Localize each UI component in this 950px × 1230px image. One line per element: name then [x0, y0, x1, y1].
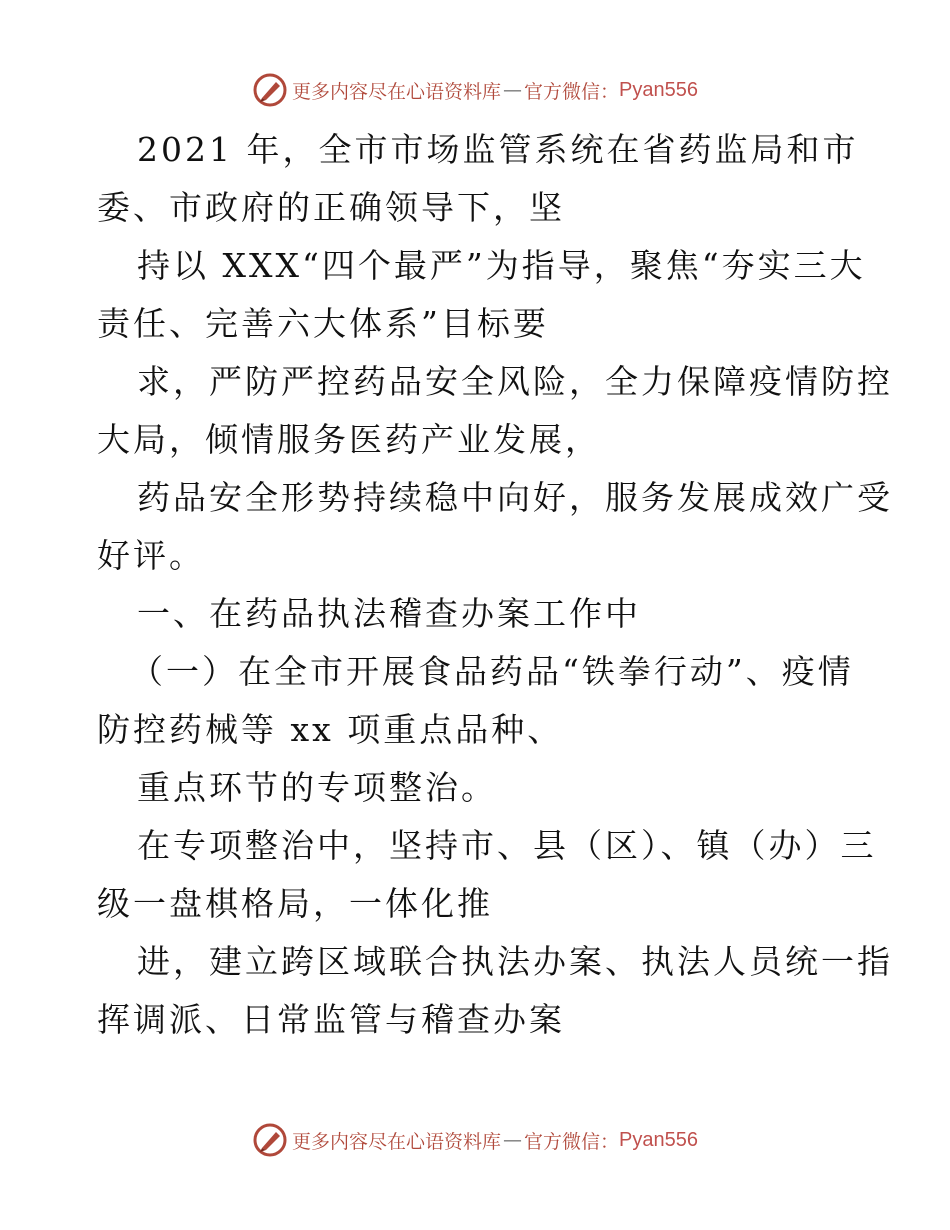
banner-main-text: 更多内容尽在心语资料库 — [292, 80, 502, 103]
paragraph-line: 挥调派、日常监管与稽查办案 — [97, 1000, 565, 1039]
banner-main-text: 更多内容尽在心语资料库 — [292, 1130, 502, 1153]
footer-watermark-banner — [0, 1120, 950, 1160]
pen-logo-icon — [252, 1122, 288, 1158]
document-body — [0, 120, 950, 1080]
paragraph-line: 委、市政府的正确领导下，坚 — [97, 188, 565, 227]
banner-wechat-id: Pyan556 — [619, 1128, 698, 1151]
banner-wechat-label: 官方微信： — [524, 80, 620, 103]
paragraph-line: 大局，倾情服务医药产业发展， — [97, 420, 601, 459]
banner-separator: — — [503, 1129, 523, 1151]
paragraph-line: 求，严防严控药品安全风险，全力保障疫情防控 — [137, 362, 893, 401]
paragraph-line: 重点环节的专项整治。 — [137, 768, 497, 807]
paragraph-line: 持以 XXX“四个最严”为指导，聚焦“夯实三大 — [137, 246, 866, 285]
pen-logo-icon — [252, 72, 288, 108]
paragraph-line: 药品安全形势持续稳中向好，服务发展成效广受 — [137, 478, 893, 517]
paragraph-line: 进，建立跨区域联合执法办案、执法人员统一指 — [137, 942, 893, 981]
banner-wechat-id: Pyan556 — [619, 78, 698, 101]
header-watermark-banner — [0, 70, 950, 110]
subsection-heading: （一）在全市开展食品药品“铁拳行动”、疫情 — [130, 652, 854, 691]
section-heading: 一、在药品执法稽查办案工作中 — [137, 594, 641, 633]
banner-separator: — — [503, 79, 523, 101]
paragraph-line: 级一盘棋格局，一体化推 — [97, 884, 493, 923]
paragraph-line: 防控药械等 xx 项重点品种、 — [97, 710, 564, 749]
paragraph-line: 好评。 — [97, 536, 205, 575]
banner-wechat-label: 官方微信： — [524, 1130, 620, 1153]
paragraph-line: 2021 年，全市市场监管系统在省药监局和市 — [137, 130, 859, 169]
paragraph-line: 责任、完善六大体系”目标要 — [97, 304, 549, 343]
paragraph-line: 在专项整治中，坚持市、县（区）、镇（办）三 — [137, 826, 877, 865]
